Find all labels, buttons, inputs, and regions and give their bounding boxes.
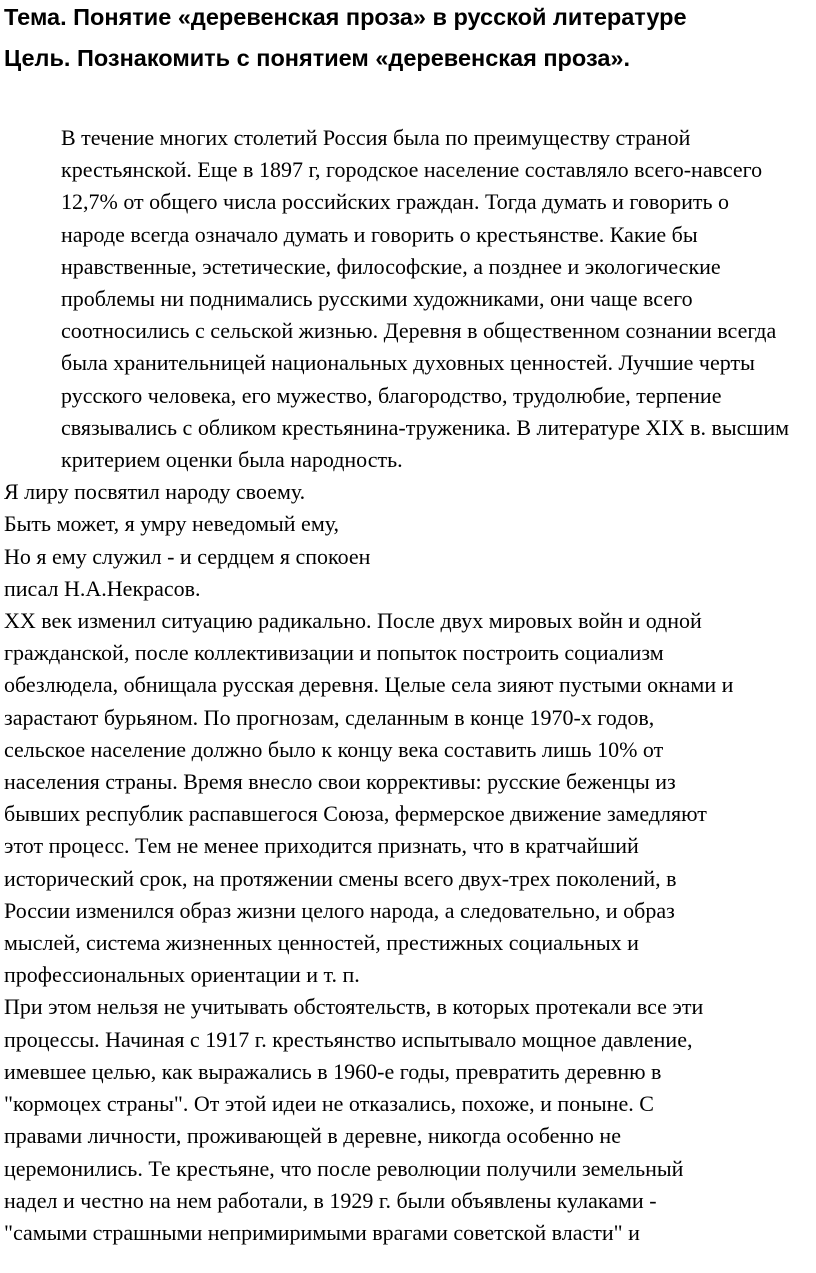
- text-line: При этом нельзя не учитывать обстоятельств, в которых протекали все эти: [4, 994, 704, 1020]
- text-line: России изменился образ жизни целого народа, а следовательно, и образ: [4, 897, 675, 923]
- intro-paragraph: [4, 122, 812, 476]
- text-line: проблемы ни поднимались русскими художниками, они чаще всего: [61, 286, 693, 312]
- text-line: этот процесс. Тем не менее приходится признать, что в кратчайший: [4, 833, 639, 859]
- text-line: имевшее целью, как выражались в 1960-е годы, превратить деревню в: [4, 1058, 662, 1084]
- text-line: гражданской, после коллективизации и попыток построить социализм: [4, 640, 664, 666]
- poem-attribution: писал Н.А.Некрасов.: [4, 575, 201, 601]
- topic-heading: Тема. Понятие «деревенская проза» в русской литературе: [4, 4, 687, 30]
- text-line: сельское население должно было к концу века составить лишь 10% от: [4, 736, 664, 762]
- text-line: обезлюдела, обнищала русская деревня. Целые села зияют пустыми окнами и: [4, 672, 734, 698]
- text-line: профессиональных ориентации и т. п.: [4, 962, 360, 988]
- text-line: зарастают бурьяном. По прогнозам, сделанным в конце 1970-х годов,: [4, 704, 655, 730]
- text-line: 12,7% от общего числа российских граждан. Тогда думать и говорить о: [61, 189, 730, 215]
- text-line: критерием оценки была народность.: [61, 447, 403, 473]
- goal-heading: Цель. Познакомить с понятием «деревенская проза».: [4, 45, 630, 71]
- pressure-paragraph: [4, 991, 812, 1249]
- text-line: нравственные, эстетические, философские, а позднее и экологические: [61, 253, 721, 279]
- text-line: церемонились. Те крестьяне, что после революции получили земельный: [4, 1155, 684, 1181]
- text-line: бывших республик распавшегося Союза, фермерское движение замедляют: [4, 801, 707, 827]
- text-line: "самыми страшными непримиримыми врагами советской власти" и: [4, 1219, 640, 1245]
- poem-line: Быть может, я умру неведомый ему,: [4, 511, 340, 537]
- text-line: народе всегда означало думать и говорить о крестьянстве. Какие бы: [61, 221, 698, 247]
- text-line: надел и честно на нем работали, в 1929 г. были объявлены кулаками -: [4, 1187, 657, 1213]
- poem-quote: [4, 476, 812, 605]
- text-line: "кормоцех страны". От этой идеи не отказались, похоже, и поныне. С: [4, 1091, 654, 1117]
- text-line: XX век изменил ситуацию радикально. После двух мировых войн и одной: [4, 608, 702, 634]
- text-line: В течение многих столетий Россия была по преимуществу страной: [61, 125, 691, 150]
- text-line: русского человека, его мужество, благородство, трудолюбие, терпение: [61, 382, 722, 408]
- twentieth-century-paragraph: [4, 605, 812, 991]
- text-line: мыслей, система жизненных ценностей, престижных социальных и: [4, 930, 639, 956]
- text-line: крестьянской. Еще в 1897 г, городское население составляло всего-навсего: [61, 157, 763, 183]
- text-line: исторический срок, на протяжении смены всего двух-трех поколений, в: [4, 865, 677, 891]
- text-line: населения страны. Время внесло свои коррективы: русские беженцы из: [4, 769, 676, 795]
- text-line: соотносились с сельской жизнью. Деревня в общественном сознании всегда: [61, 318, 777, 344]
- poem-line: Я лиру посвятил народу своему.: [4, 479, 306, 505]
- text-line: правами личности, проживающей в деревне, никогда особенно не: [4, 1123, 621, 1149]
- poem-line: Но я ему служил - и сердцем я спокоен: [4, 543, 371, 569]
- text-line: была хранительницей национальных духовных ценностей. Лучшие черты: [61, 350, 755, 376]
- text-line: связывались с обликом крестьянина-труженика. В литературе XIX в. высшим: [61, 414, 790, 440]
- text-line: процессы. Начиная с 1917 г. крестьянство испытывало мощное давление,: [4, 1026, 693, 1052]
